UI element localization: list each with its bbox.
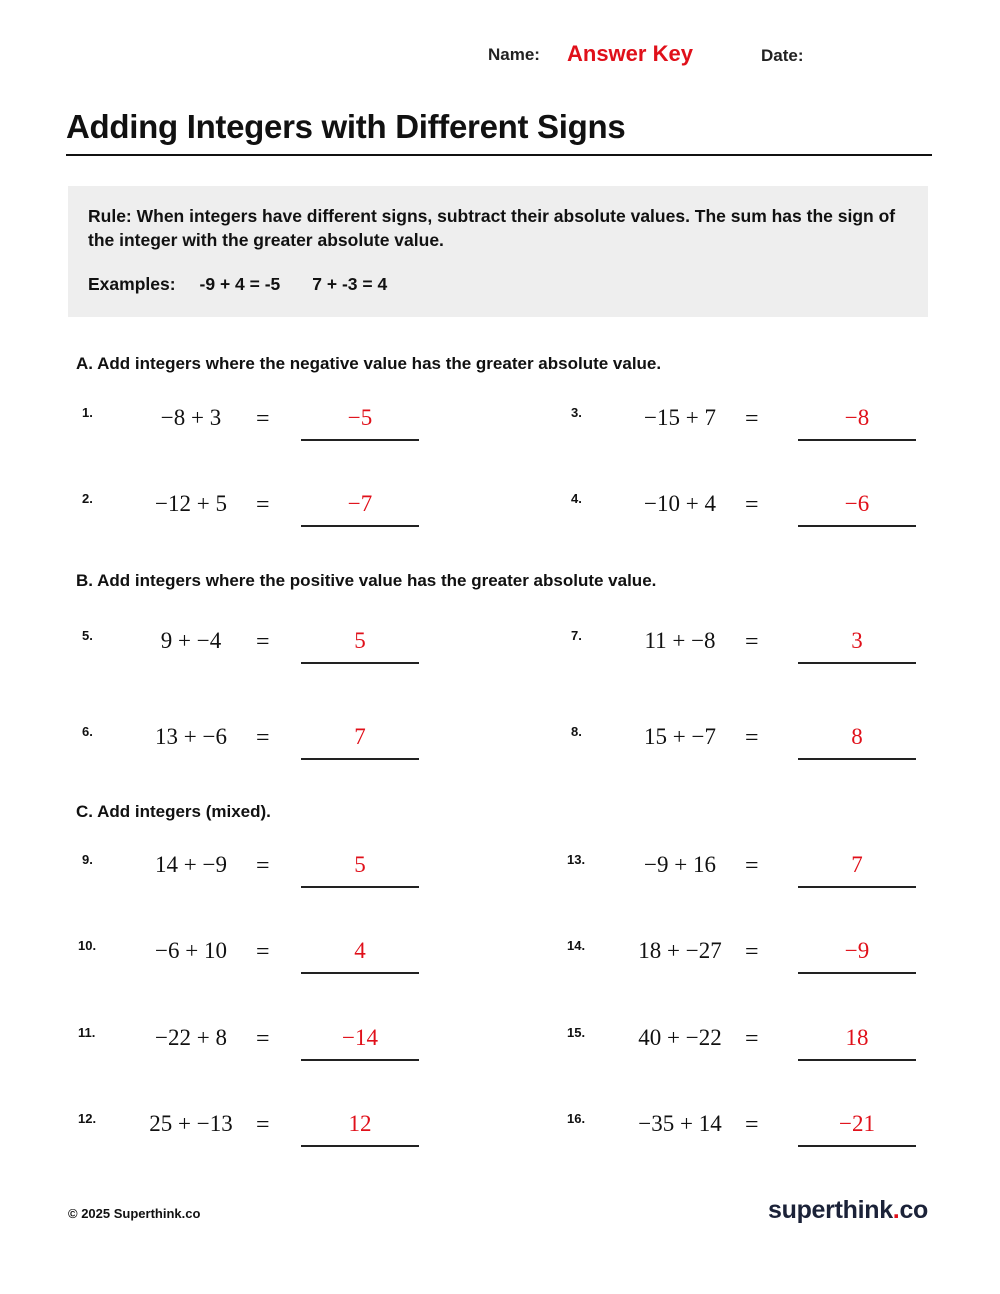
answer-line (301, 972, 419, 974)
name-label: Name: (488, 45, 540, 64)
problem-number: 11. (78, 1025, 96, 1040)
answer-value[interactable]: 4 (354, 938, 366, 963)
answer-value[interactable]: 5 (354, 628, 366, 653)
equals-sign: = (256, 853, 270, 879)
problem-number: 1. (82, 405, 93, 420)
answer-value[interactable]: 3 (851, 628, 863, 653)
problem-number: 7. (571, 628, 582, 643)
problem-number: 13. (567, 852, 586, 867)
problem-number: 3. (571, 405, 582, 420)
equals-sign: = (256, 406, 270, 432)
problem-expression: 14 + −9 (155, 852, 227, 877)
date-label: Date: (761, 46, 804, 65)
equals-sign: = (745, 406, 759, 432)
examples-line (88, 274, 387, 295)
problem-expression: 11 + −8 (644, 628, 716, 653)
answer-line (798, 758, 916, 760)
problem-expression: −8 + 3 (160, 405, 222, 430)
answer-value[interactable]: −9 (844, 938, 870, 963)
problem-number: 15. (567, 1025, 586, 1040)
section-b-heading: B. Add integers where the positive value has the greater absolute value. (76, 571, 657, 590)
problem-expression: 18 + −27 (638, 938, 722, 963)
equals-sign: = (745, 725, 759, 751)
problem-expression: −22 + 8 (155, 1025, 227, 1050)
problem-expression: −12 + 5 (155, 491, 227, 516)
answer-line (798, 662, 916, 664)
section-a-heading: A. Add integers where the negative value has the greater absolute value. (76, 354, 662, 373)
rule-text: Rule: When integers have different signs, subtract their absolute values. The sum has the sign of the integer with the greater absolute value. (88, 206, 896, 250)
answer-line (301, 1059, 419, 1061)
logo-main: superthink (768, 1196, 893, 1224)
answer-line (798, 1059, 916, 1061)
problem-number: 10. (78, 938, 97, 953)
title-underline (66, 154, 932, 156)
problem-number: 5. (82, 628, 93, 643)
problem-number: 4. (571, 491, 582, 506)
equals-sign: = (256, 1112, 270, 1138)
example-1: -9 + 4 = -5 (199, 274, 281, 294)
equals-sign: = (745, 1026, 759, 1052)
examples-label: Examples: (88, 274, 176, 294)
answer-value[interactable]: 5 (354, 852, 366, 877)
answer-value[interactable]: 8 (851, 724, 863, 749)
logo-dot: . (892, 1196, 900, 1224)
copyright: © 2025 Superthink.co (68, 1206, 201, 1221)
answer-line (798, 525, 916, 527)
answer-value[interactable]: −8 (844, 405, 870, 430)
answer-line (301, 439, 419, 441)
answer-line (798, 439, 916, 441)
problem-expression: 9 + −4 (160, 628, 222, 653)
example-2: 7 + -3 = 4 (312, 274, 388, 294)
answer-value[interactable]: −6 (844, 491, 870, 516)
answer-line (798, 972, 916, 974)
problem-expression: −9 + 16 (644, 852, 716, 877)
equals-sign: = (256, 939, 270, 965)
problem-expression: 40 + −22 (638, 1025, 722, 1050)
problem-expression: 25 + −13 (149, 1111, 233, 1136)
problem-expression: −10 + 4 (644, 491, 716, 516)
answer-line (301, 758, 419, 760)
answer-value[interactable]: −21 (839, 1111, 875, 1136)
answer-value[interactable]: 12 (348, 1111, 372, 1136)
superthink-logo[interactable] (768, 1196, 928, 1225)
equals-sign: = (256, 492, 270, 518)
equals-sign: = (745, 939, 759, 965)
logo-tld: co (899, 1196, 929, 1224)
page-title: Adding Integers with Different Signs (66, 108, 626, 145)
problem-expression: 13 + −6 (155, 724, 227, 749)
problem-expression: 15 + −7 (644, 724, 716, 749)
problem-expression: −15 + 7 (644, 405, 716, 430)
problem-expression: −6 + 10 (155, 938, 227, 963)
answer-line (301, 662, 419, 664)
answer-value[interactable]: 18 (845, 1025, 869, 1050)
answer-value[interactable]: −5 (347, 405, 373, 430)
answer-line (798, 886, 916, 888)
equals-sign: = (745, 492, 759, 518)
problem-number: 16. (567, 1111, 586, 1126)
section-c-heading: C. Add integers (mixed). (76, 802, 271, 821)
problem-expression: −35 + 14 (638, 1111, 722, 1136)
problem-number: 8. (571, 724, 582, 739)
equals-sign: = (745, 629, 759, 655)
equals-sign: = (256, 725, 270, 751)
problem-number: 6. (82, 724, 93, 739)
answer-value[interactable]: −7 (347, 491, 373, 516)
problem-number: 14. (567, 938, 586, 953)
equals-sign: = (256, 629, 270, 655)
equals-sign: = (745, 853, 759, 879)
answer-line (301, 1145, 419, 1147)
equals-sign: = (256, 1026, 270, 1052)
answer-line (798, 1145, 916, 1147)
answer-line (301, 525, 419, 527)
answer-line (301, 886, 419, 888)
problem-number: 12. (78, 1111, 97, 1126)
answer-value[interactable]: 7 (354, 724, 366, 749)
problem-number: 2. (82, 491, 93, 506)
problem-number: 9. (82, 852, 93, 867)
equals-sign: = (745, 1112, 759, 1138)
name-value[interactable]: Answer Key (567, 41, 693, 66)
answer-value[interactable]: 7 (851, 852, 863, 877)
answer-value[interactable]: −14 (342, 1025, 378, 1050)
